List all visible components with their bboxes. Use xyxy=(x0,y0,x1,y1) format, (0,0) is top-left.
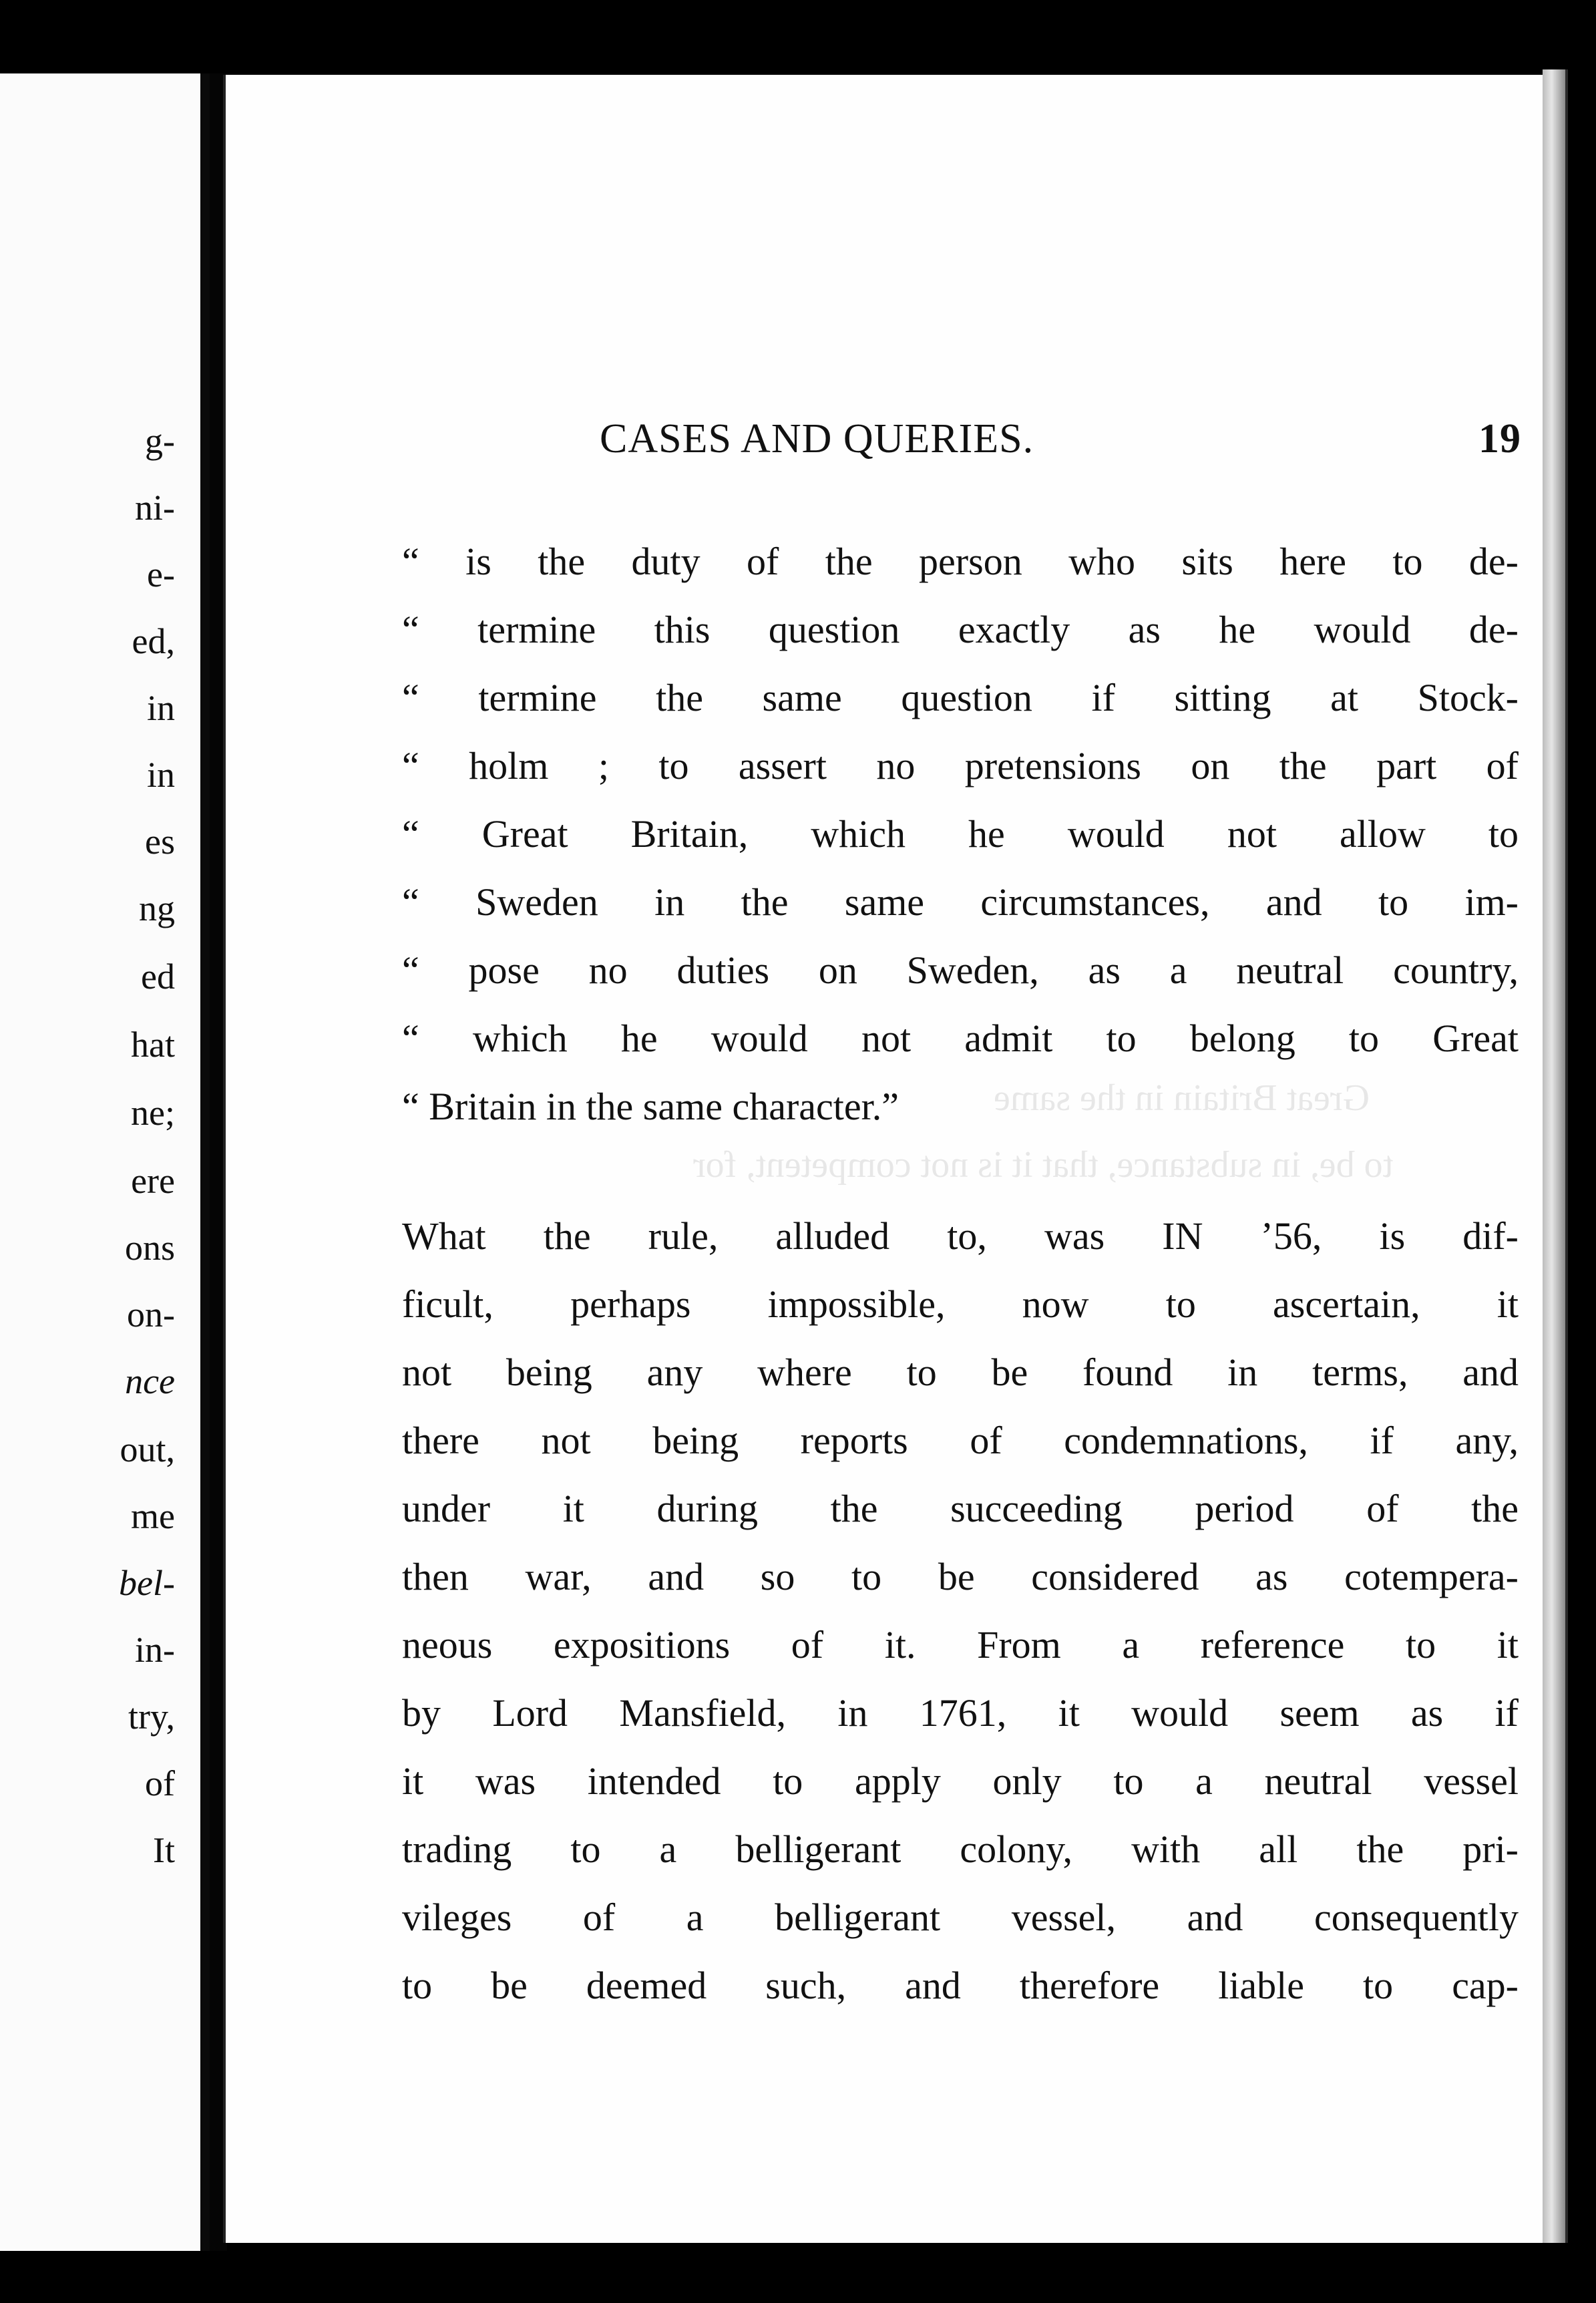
paragraph-line: neous expositions of it. From a reference to it xyxy=(402,1623,1519,1666)
right-page xyxy=(223,75,1545,2243)
left-fragment: ons xyxy=(124,1228,175,1268)
left-fragment: in xyxy=(146,755,175,795)
left-fragment: g- xyxy=(145,421,175,461)
show-through-text: Great Britain in the same xyxy=(994,1077,1370,1119)
left-fragment: ne; xyxy=(131,1093,175,1133)
left-fragment: me xyxy=(131,1496,175,1536)
paragraph-line: vileges of a belligerant vessel, and consequently xyxy=(402,1896,1519,1939)
quotation-line: “ Sweden in the same circumstances, and to im- xyxy=(402,880,1519,924)
left-fragment: hat xyxy=(131,1025,175,1065)
paragraph-line: to be deemed such, and therefore liable to cap- xyxy=(402,1964,1519,2007)
quotation-line: “ holm ; to assert no pretensions on the part of xyxy=(402,744,1519,787)
left-fragment: ni- xyxy=(135,488,175,528)
quotation-line: “ Britain in the same character.” xyxy=(402,1085,899,1128)
left-fragment: on- xyxy=(127,1294,175,1335)
page-edge xyxy=(1543,69,1568,2243)
paragraph-line: there not being reports of condemnations, if any, xyxy=(402,1419,1519,1462)
paragraph-line: ficult, perhaps impossible, now to ascertain, it xyxy=(402,1282,1519,1326)
paragraph-line: under it during the succeeding period of the xyxy=(402,1487,1519,1530)
page-number: 19 xyxy=(1478,416,1521,462)
quotation-line: “ which he would not admit to belong to Great xyxy=(402,1017,1519,1060)
paragraph-line: not being any where to be found in terms, and xyxy=(402,1351,1519,1394)
left-page xyxy=(0,73,210,2251)
left-fragment: of xyxy=(145,1763,175,1803)
left-fragment: in xyxy=(146,688,175,728)
quotation-line: “ is the duty of the person who sits here to de- xyxy=(402,540,1519,583)
paragraph-line: trading to a belligerant colony, with all the pri- xyxy=(402,1827,1519,1871)
left-fragment: ere xyxy=(131,1161,175,1201)
running-title: CASES AND QUERIES. xyxy=(600,416,1034,462)
left-fragment: es xyxy=(145,822,175,862)
quotation-line: “ Great Britain, which he would not allow to xyxy=(402,812,1519,856)
quotation-line: “ termine the same question if sitting at Stock- xyxy=(402,676,1519,719)
paragraph-line: then war, and so to be considered as cotempera- xyxy=(402,1555,1519,1598)
left-fragment: in- xyxy=(135,1630,175,1670)
body-paragraph xyxy=(402,1202,1519,2020)
left-fragment: out, xyxy=(120,1429,175,1469)
left-fragment: bel- xyxy=(119,1563,175,1603)
quotation-line: “ termine this question exactly as he would de- xyxy=(402,608,1519,651)
show-through-text: to be, in substance, that it is not competent, for xyxy=(693,1144,1394,1186)
paragraph-line: What the rule, alluded to, was IN ’56, is dif- xyxy=(402,1214,1519,1258)
left-fragment: ed xyxy=(141,956,175,997)
quotation-block xyxy=(402,528,1519,1141)
left-fragment: try, xyxy=(128,1697,175,1737)
paragraph-line: it was intended to apply only to a neutral vessel xyxy=(402,1759,1519,1803)
left-fragment: ed, xyxy=(132,621,175,661)
left-fragment: e- xyxy=(147,554,175,594)
paragraph-line: by Lord Mansfield, in 1761, it would seem as if xyxy=(402,1691,1519,1735)
left-fragment: nce xyxy=(125,1361,175,1401)
left-fragment: It xyxy=(153,1830,175,1870)
left-fragment: ng xyxy=(139,888,175,928)
quotation-line: “ pose no duties on Sweden, as a neutral country, xyxy=(402,948,1519,992)
